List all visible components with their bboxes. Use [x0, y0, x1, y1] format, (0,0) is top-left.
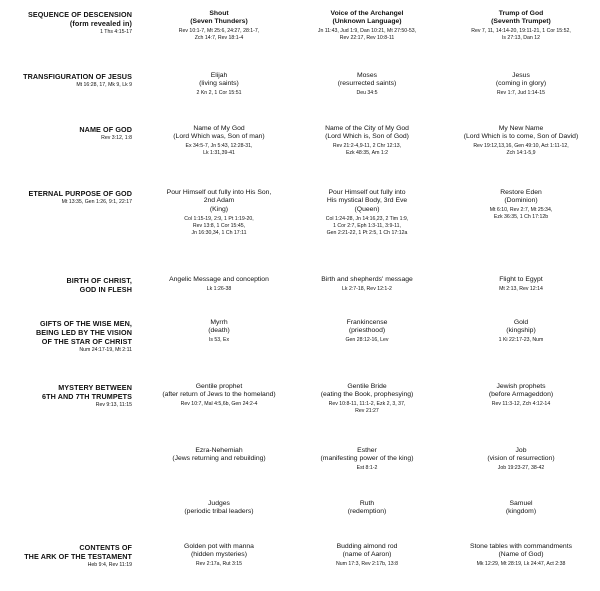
table-cell [292, 319, 442, 344]
cell-references: Job 19:23-27, 38-42 [497, 465, 545, 472]
cell-main: Judges (periodic tribal leaders) [184, 500, 254, 516]
row-title: SEQUENCE OF DESCENSION (form revealed in) [27, 10, 132, 28]
cell-main: Samuel (kingdom) [505, 500, 537, 516]
cell-main: Pour Himself out fully into His mystical Body, 3rd Eve (Queen) [326, 189, 408, 213]
cell-references: Mt 6:10, Rev 2:7, Mt 25:34, Ezk 36:35, 1 Ch 17:12b [489, 207, 553, 221]
table-cell [446, 125, 596, 158]
table-cell [446, 276, 596, 293]
row-reference: Heb 9:4, Rev 11:19 [87, 562, 132, 568]
cell-main: Angelic Message and conception [169, 276, 269, 283]
row-title: NAME OF GOD [79, 125, 132, 134]
row-header [0, 500, 132, 501]
cell-main: Stone tables with commandments (Name of God) [469, 543, 572, 559]
table-cell [144, 383, 294, 408]
row-header [0, 447, 132, 448]
cell-references: Gen 28:12-16, Lev [345, 337, 389, 344]
cell-main: Pour Himself out fully into His Son, 2nd Adam (King) [166, 189, 272, 213]
cell-main: Ezra-Nehemiah (Jews returning and rebuilding) [172, 447, 266, 463]
cell-references: Lk 1:26-38 [206, 285, 232, 292]
table-cell [446, 447, 596, 472]
cell-main: Birth and shepherds' message [321, 276, 413, 283]
cell-references: Is 53, Ex [208, 337, 230, 344]
row-header [0, 543, 132, 569]
cell-references: Rev 10:7, Mal 4:5,6b, Gen 24:2-4 [180, 401, 258, 408]
table-cell [292, 125, 442, 158]
cell-references: Mk 12:29, Mt 28:19, Lk 24:47, Act 2:38 [476, 561, 566, 568]
cell-main: Moses (resurrected saints) [337, 72, 397, 88]
cell-main: Esther (manifesting power of the king) [320, 447, 414, 463]
cell-references: Rev 11:3-12, Zch 4:12-14 [491, 401, 551, 408]
table-cell [144, 447, 294, 465]
table-cell [446, 543, 596, 568]
cell-main: My New Name (Lord Which is to come, Son of David) [463, 125, 579, 141]
cell-main: Name of the City of My God (Lord Which is, Son of God) [325, 125, 409, 141]
cell-main: Trump of God (Seventh Trumpet) [491, 10, 551, 26]
row-title: CONTENTS OF THE ARK OF THE TESTAMENT [24, 543, 132, 561]
row-reference: Mt 16:28, 17, Mk 9, Lk 9 [76, 82, 132, 88]
cell-main: Myrrh (death) [208, 319, 230, 335]
row-reference: 1 Ths 4:15-17 [100, 29, 132, 35]
cell-references: Est 8:1-2 [356, 465, 378, 472]
row-header [0, 383, 132, 409]
cell-main: Restore Eden (Dominion) [500, 189, 542, 205]
cell-references: Num 17:3, Rev 2:17b, 13:8 [336, 561, 398, 568]
cell-references: Rev 1:7, Jud 1:14-15 [496, 90, 546, 97]
table-cell [292, 447, 442, 472]
table-cell [144, 10, 294, 43]
table-cell [446, 72, 596, 97]
row-reference: Mt 13:35, Gen 1:26, 9:1, 22:17 [61, 199, 132, 205]
cell-references: Col 1:15-19, 2:9, 1 Pt 1:19-20, Rev 13:8, 1 Cor 15:45, Jn 16:30,34, 1 Ch 17:11 [184, 215, 254, 236]
row-reference: Num 24:17-19, Mt 2:11 [79, 347, 132, 353]
table-cell [144, 500, 294, 518]
table-cell [292, 276, 442, 293]
cell-references: Lk 2:7-18, Rev 12:1-2 [342, 285, 392, 292]
row-title: TRANSFIGURATION OF JESUS [23, 72, 132, 81]
row-header [0, 125, 132, 142]
table-cell [144, 319, 294, 344]
row-header [0, 189, 132, 206]
cell-references: 1 Ki 22:17-23, Num [498, 337, 544, 344]
row-header [0, 319, 132, 354]
cell-references: 2 Kn 2, 1 Cor 15:51 [196, 90, 242, 97]
row-title: BIRTH OF CHRIST, GOD IN FLESH [66, 276, 132, 294]
cell-references: Ex 34:5-7, Jn 5:43, 12:28-31, Lk 1:31,39-41 [185, 143, 253, 157]
table-cell [446, 500, 596, 518]
table-cell [446, 10, 596, 43]
cell-main: Voice of the Archangel (Unknown Language) [330, 10, 404, 26]
table-cell [144, 543, 294, 568]
row-reference: Rev 9:13, 11:15 [95, 402, 132, 408]
cell-main: Jewish prophets (before Armageddon) [488, 383, 554, 399]
cell-main: Ruth (redemption) [347, 500, 387, 516]
cell-references: Rev 10:8-11, 11:1-2, Ezk 2, 3, 37, Rev 21:27 [328, 401, 406, 415]
cell-main: Flight to Egypt [499, 276, 543, 283]
cell-references: Mt 2:13, Rev 12:14 [499, 285, 543, 292]
row-reference: Rev 3:12, 1:8 [101, 135, 132, 141]
table-cell [144, 72, 294, 97]
cell-references: Rev 21:2-4,9-11, 2 Chr 12:13, Ezk 48:35, Am 1:2 [332, 143, 402, 157]
table-cell [292, 72, 442, 97]
cell-references: Jn 11:43, Jud 1:9, Dan 10:21, Mt 27:50-53, Rev 22:17, Rev 10:8-11 [317, 28, 417, 42]
cell-main: Elijah (living saints) [199, 72, 239, 88]
cell-main: Budding almond rod (name of Aaron) [336, 543, 398, 559]
table-cell [292, 10, 442, 43]
cell-main: Name of My God (Lord Which was, Son of man) [173, 125, 265, 141]
row-header [0, 276, 132, 295]
row-header [0, 10, 132, 36]
cell-main: Shout (Seven Thunders) [190, 10, 248, 26]
table-cell [144, 189, 294, 237]
table-cell [446, 383, 596, 408]
cell-references: Rev 7, 11, 14:14-20, 19:11-21, 1 Cor 15:52, Is 27:13, Dan 12 [471, 28, 571, 42]
cell-references: Deu 34:5 [356, 90, 378, 97]
cell-references: Rev 10:1-7, Mt 25:6, 24:27, 28:1-7, Zch 14:7, Rev 18:1-4 [178, 28, 260, 42]
cell-main: Gentile Bride (eating the Book, prophesying) [320, 383, 414, 399]
table-cell [292, 500, 442, 518]
row-header [0, 72, 132, 89]
cell-main: Golden pot with manna (hidden mysteries) [184, 543, 254, 559]
table-cell [446, 319, 596, 344]
table-cell [292, 189, 442, 237]
cell-main: Job (vision of resurrection) [487, 447, 555, 463]
table-cell [144, 125, 294, 158]
cell-references: Rev 19:12,13,16, Gen 49:10, Act 1:11-12, Zch 14:1-5,9 [473, 143, 569, 157]
table-cell [292, 543, 442, 568]
cell-main: Gentile prophet (after return of Jews to the homeland) [162, 383, 276, 399]
row-title: GIFTS OF THE WISE MEN, BEING LED BY THE VISION OF THE STAR OF CHRIST [35, 319, 132, 346]
table-cell [446, 189, 596, 222]
cell-main: Frankincense (priesthood) [346, 319, 388, 335]
cell-main: Gold (kingship) [506, 319, 536, 335]
cell-references: Rev 2:17a, Rut 3:15 [195, 561, 243, 568]
row-title: MYSTERY BETWEEN 6TH AND 7TH TRUMPETS [42, 383, 132, 401]
table-cell [292, 383, 442, 416]
table-cell [144, 276, 294, 293]
row-title: ETERNAL PURPOSE OF GOD [28, 189, 132, 198]
cell-references: Col 1:24-28, Jn 14:16,23, 2 Tim 1:9, 1 Cor 2:7, Eph 1:3-11, 3:9-11, Gen 2:21-22, 1 Pt 2:5, 1 Ch 17:12a [325, 215, 409, 236]
cell-main: Jesus (coming in glory) [495, 72, 547, 88]
